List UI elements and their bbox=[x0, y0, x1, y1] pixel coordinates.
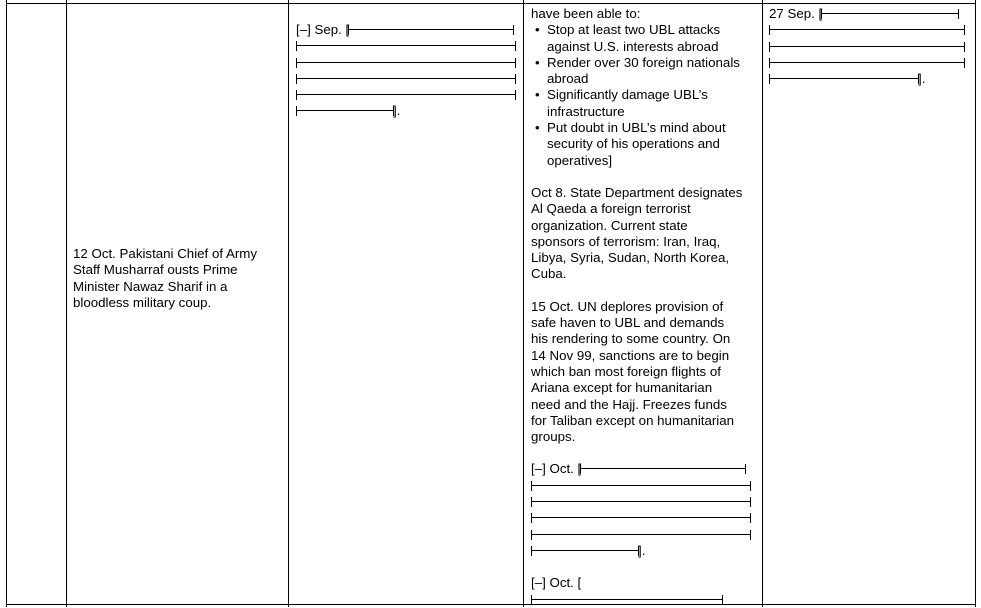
oct-redacted-block-b: [–] Oct. [ bbox=[531, 575, 750, 608]
redaction-bar bbox=[532, 497, 750, 507]
redaction-bar bbox=[297, 74, 515, 84]
redaction-bar bbox=[297, 106, 393, 116]
col4-lead: 27 Sep. [ bbox=[769, 6, 823, 21]
redaction-bar bbox=[532, 595, 722, 605]
redaction-bar bbox=[532, 513, 750, 523]
col2-lead: [–] Sep. [ bbox=[296, 22, 350, 37]
redaction-bar bbox=[532, 530, 750, 540]
table-border-top bbox=[6, 3, 976, 4]
col1-line: 12 Oct. Pakistani Chief of Army bbox=[73, 246, 258, 261]
capabilities-list bbox=[531, 22, 750, 169]
col1-line: Minister Nawaz Sharif in a bbox=[73, 278, 228, 294]
list-item: • Stop at least two UBL attacks against U.S. interests abroad bbox=[531, 22, 750, 55]
col1-entry bbox=[73, 246, 257, 311]
list-item: • Significantly damage UBL’s infrastructure bbox=[531, 87, 750, 120]
redaction-bar bbox=[532, 481, 750, 491]
col1-line: Staff Musharraf ousts Prime bbox=[73, 262, 238, 278]
redaction-bar bbox=[532, 546, 638, 556]
table-border-right bbox=[975, 0, 976, 607]
redaction-bar bbox=[349, 25, 513, 35]
redaction-bar bbox=[770, 25, 964, 35]
table-divider-1 bbox=[66, 0, 67, 607]
redaction-bar bbox=[297, 58, 515, 68]
redaction-bar bbox=[770, 42, 964, 52]
col4-entry bbox=[769, 6, 964, 87]
col4-end: ]. bbox=[918, 71, 926, 87]
redaction-bar bbox=[581, 464, 745, 474]
redaction-bar bbox=[297, 41, 515, 51]
redaction-bar bbox=[770, 74, 918, 84]
oct15-paragraph: 15 Oct. UN deplores provision of safe haven to UBL and demands his rendering to some country. On 14 Nov 99, sanctions are to begin which ban most foreign flights of Ariana except for humanitarian need and the Hajj. Freezes funds for Taliban except on humanitarian groups. bbox=[531, 298, 735, 445]
col1-line: bloodless military coup. bbox=[73, 294, 212, 310]
oct-redacted-block-a: [–] Oct. [ ]. bbox=[531, 461, 750, 559]
redaction-bar bbox=[822, 9, 958, 19]
list-item: • Put doubt in UBL’s mind about security of his operations and operatives] bbox=[531, 120, 750, 169]
redaction-bar bbox=[297, 90, 515, 100]
table-divider-2 bbox=[288, 0, 289, 607]
redaction-bar bbox=[770, 58, 964, 68]
table-divider-4 bbox=[762, 0, 763, 607]
col3-entry bbox=[531, 6, 750, 608]
col3-intro: have been able to: bbox=[531, 6, 641, 21]
table-border-bottom bbox=[6, 604, 976, 605]
list-item: • Render over 30 foreign nationals abroad bbox=[531, 55, 750, 88]
col2-entry bbox=[296, 22, 515, 120]
oct8-paragraph: Oct 8. State Department designates Al Qaeda a foreign terrorist organization. Current state sponsors of terrorism: Iran, Iraq, Libya, Syria, Sudan, North Korea, Cuba. bbox=[531, 184, 743, 282]
table-divider-3 bbox=[523, 0, 524, 607]
table-border-left bbox=[6, 0, 7, 607]
col2-end: ]. bbox=[393, 103, 401, 119]
